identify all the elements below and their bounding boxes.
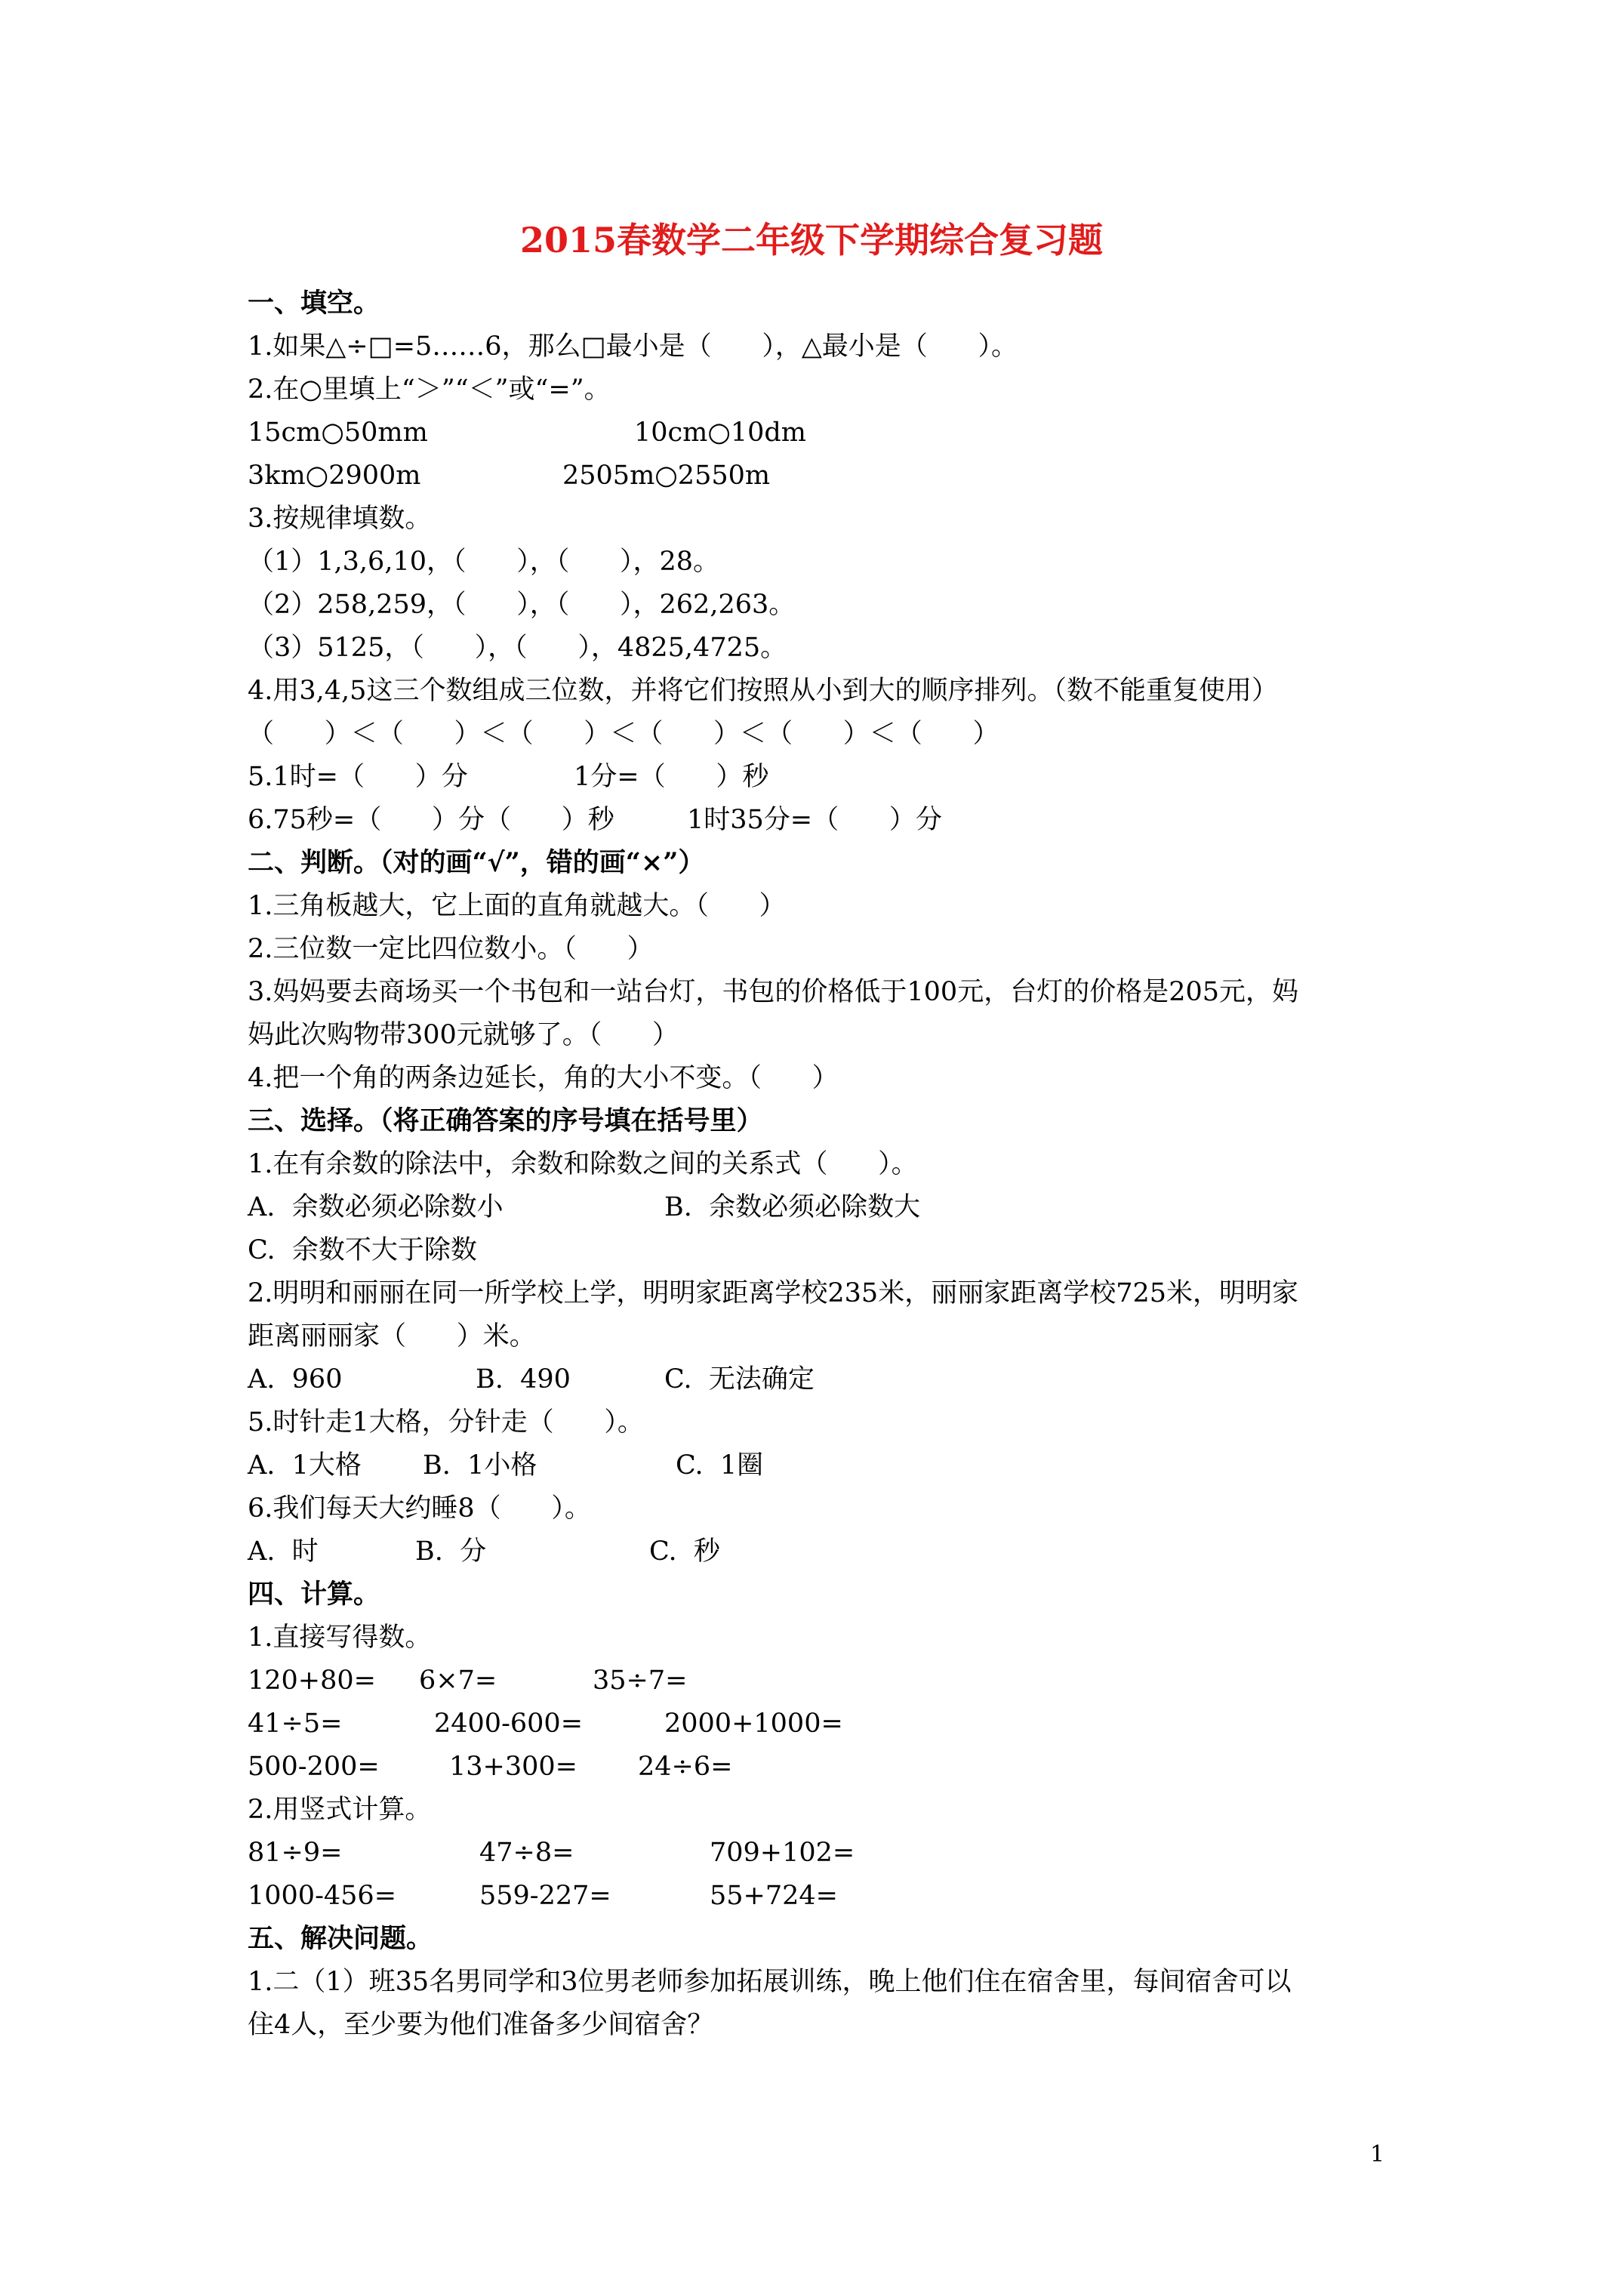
question-line: 2505m○2550m bbox=[562, 461, 771, 491]
choice-option: B. 1小格 bbox=[423, 1450, 537, 1481]
question-line: 3km○2900m bbox=[248, 461, 421, 491]
calc-item: 2000+1000= bbox=[664, 1709, 843, 1739]
question-line: 5.时针走1大格，分针走（ ）。 bbox=[248, 1407, 644, 1438]
calc-item: 13+300= bbox=[449, 1752, 577, 1782]
question-line: 1.三角板越大，它上面的直角就越大。（ ） bbox=[248, 891, 786, 921]
calc-item: 55+724= bbox=[710, 1881, 838, 1911]
choice-option: B. 分 bbox=[415, 1536, 487, 1567]
question-line: 2.三位数一定比四位数小。（ ） bbox=[248, 934, 654, 964]
choice-option: B. 490 bbox=[476, 1364, 571, 1395]
question-line: 5.1时=（ ）分 bbox=[248, 762, 468, 792]
choice-option: C. 秒 bbox=[649, 1536, 720, 1567]
calc-item: 41÷5= bbox=[248, 1709, 343, 1739]
question-line: （ ）＜（ ）＜（ ）＜（ ）＜（ ）＜（ ） bbox=[248, 719, 999, 749]
calc-item: 1000-456= bbox=[248, 1881, 397, 1911]
choice-option: C. 余数不大于除数 bbox=[248, 1235, 477, 1265]
choice-option: B. 余数必须必除数大 bbox=[664, 1192, 921, 1222]
question-line: （2）258,259，（ ），（ ），262,263。 bbox=[248, 590, 796, 620]
question-line: 6.75秒=（ ）分（ ）秒 bbox=[248, 805, 614, 835]
question-line: 住4人，至少要为他们准备多少间宿舍？ bbox=[248, 2010, 714, 2040]
question-line: 3.按规律填数。 bbox=[248, 504, 432, 534]
question-line: 15cm○50mm bbox=[248, 418, 428, 448]
question-line: 4.把一个角的两条边延长，角的大小不变。（ ） bbox=[248, 1063, 839, 1093]
question-line: 6.我们每天大约睡8（ ）。 bbox=[248, 1493, 591, 1524]
section-heading-problems: 五、解决问题。 bbox=[248, 1923, 433, 1954]
question-line: 2.用竖式计算。 bbox=[248, 1795, 432, 1825]
calc-item: 2400-600= bbox=[434, 1709, 584, 1739]
section-heading-fill-in: 一、填空。 bbox=[248, 288, 380, 319]
section-heading-choice: 三、选择。（将正确答案的序号填在括号里） bbox=[248, 1105, 763, 1136]
calc-item: 500-200= bbox=[248, 1752, 380, 1782]
section-heading-calc: 四、计算。 bbox=[248, 1579, 380, 1610]
question-line: （3）5125，（ ），（ ），4825,4725。 bbox=[248, 633, 787, 663]
section-heading-judge: 二、判断。（对的画“√”，错的画“×”） bbox=[248, 847, 705, 878]
question-line: 1.直接写得数。 bbox=[248, 1623, 432, 1653]
choice-option: A. 960 bbox=[248, 1364, 343, 1395]
choice-option: C. 1圈 bbox=[676, 1450, 764, 1481]
calc-item: 81÷9= bbox=[248, 1838, 343, 1868]
question-line: 妈此次购物带300元就够了。（ ） bbox=[248, 1020, 679, 1050]
question-line: 1.二（1）班35名男同学和3位男老师参加拓展训练，晚上他们住在宿舍里，每间宿舍可以 bbox=[248, 1967, 1292, 1997]
calc-item: 35÷7= bbox=[593, 1666, 688, 1696]
question-line: 2.明明和丽丽在同一所学校上学，明明家距离学校235米，丽丽家距离学校725米，明明家 bbox=[248, 1278, 1299, 1308]
question-line: （1）1,3,6,10，（ ），（ ），28。 bbox=[248, 547, 720, 577]
calc-item: 24÷6= bbox=[638, 1752, 733, 1782]
page-title: 2015春数学二年级下学期综合复习题 bbox=[519, 220, 1104, 260]
calc-item: 47÷8= bbox=[479, 1838, 574, 1868]
choice-option: A. 时 bbox=[248, 1536, 319, 1567]
question-line: 1分=（ ）秒 bbox=[574, 762, 769, 792]
choice-option: C. 无法确定 bbox=[664, 1364, 815, 1395]
page-number: 1 bbox=[1370, 2141, 1385, 2168]
question-line: 10cm○10dm bbox=[634, 418, 806, 448]
calc-item: 709+102= bbox=[710, 1838, 855, 1868]
calc-item: 120+80= bbox=[248, 1666, 376, 1696]
question-line: 1.如果△÷□=5……6，那么□最小是（ ），△最小是（ ）。 bbox=[248, 331, 1018, 362]
calc-item: 6×7= bbox=[419, 1666, 497, 1696]
choice-option: A. 余数必须必除数小 bbox=[248, 1192, 504, 1222]
question-line: 3.妈妈要去商场买一个书包和一站台灯，书包的价格低于100元，台灯的价格是205元，妈 bbox=[248, 977, 1299, 1007]
calc-item: 559-227= bbox=[479, 1881, 611, 1911]
question-line: 距离丽丽家（ ）米。 bbox=[248, 1321, 536, 1351]
question-line: 1时35分=（ ）分 bbox=[687, 805, 942, 835]
question-line: 4.用3,4,5这三个数组成三位数，并将它们按照从小到大的顺序排列。（数不能重复使用） bbox=[248, 676, 1278, 706]
choice-option: A. 1大格 bbox=[248, 1450, 362, 1481]
question-line: 2.在○里填上“＞”“＜”或“=”。 bbox=[248, 374, 611, 405]
question-line: 1.在有余数的除法中，余数和除数之间的关系式（ ）。 bbox=[248, 1149, 918, 1179]
